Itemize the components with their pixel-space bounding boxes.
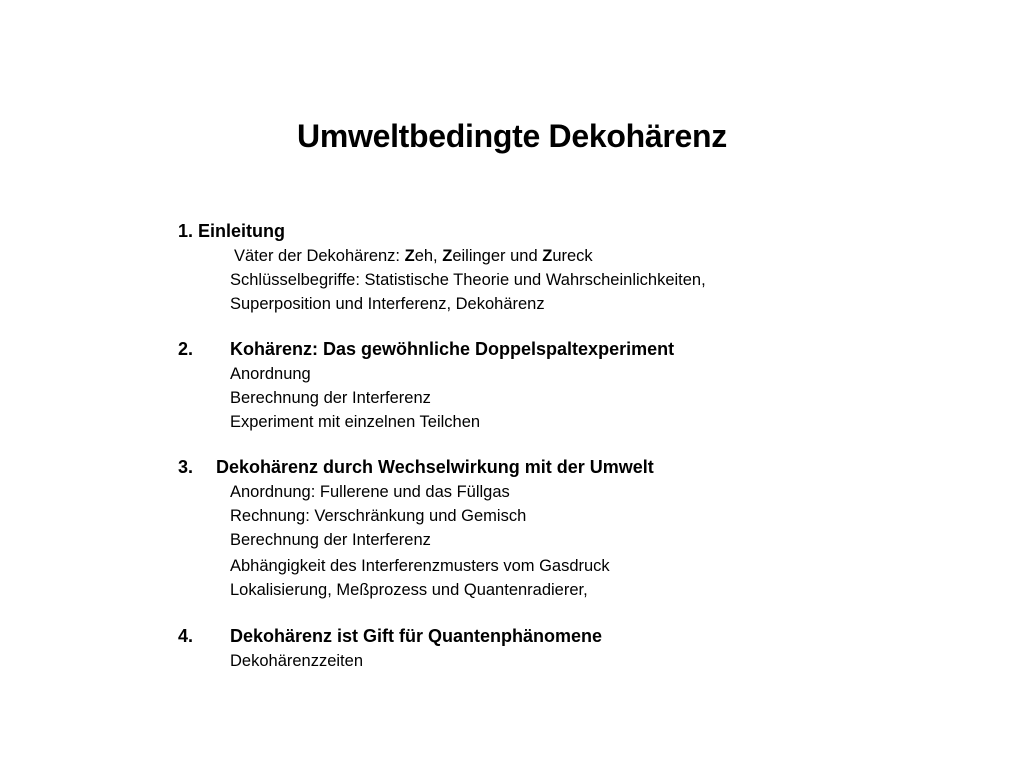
section-3-heading: Dekohärenz durch Wechselwirkung mit der Umwelt [216,457,654,477]
section-1-number: 1. [178,221,194,241]
section-1-heading [178,219,285,243]
section-4-item: Dekohärenzzeiten [230,652,363,670]
name-1-initial: Z [404,247,415,265]
section-3-number: 3. [178,457,194,477]
section-4-heading: Dekohärenz ist Gift für Quantenphänomene [230,626,603,646]
section-2-item: Berechnung der Interferenz [230,389,431,407]
name-1-rest: eh, [414,247,443,265]
name-3-initial: Z [542,247,553,265]
section-2-number: 2. [178,339,194,359]
section-3-item: Anordnung: Fullerene und das Füllgas [230,483,510,501]
section-1-fathers-line [234,245,593,267]
section-3-item: Berechnung der Interferenz [230,531,431,549]
section-1-item: Superposition und Interferenz, Dekohärenz [230,295,545,313]
section-1-title: Einleitung [198,221,286,241]
section-2-item: Experiment mit einzelnen Teilchen [230,413,481,431]
name-2-initial: Z [442,247,453,265]
section-3-item: Rechnung: Verschränkung und Gemisch [230,507,527,525]
section-1-item: Schlüsselbegriffe: Statistische Theorie und Wahrscheinlichkeiten, [230,271,706,289]
name-2-rest: eilinger und [452,247,543,265]
section-3-item: Lokalisierung, Meßprozess und Quantenradierer, [230,581,588,599]
section-4-number: 4. [178,626,194,646]
section-3-item: Abhängigkeit des Interferenzmusters vom Gasdruck [230,557,610,575]
slide-title: Umweltbedingte Dekohärenz [297,118,727,154]
fathers-prefix: Väter der Dekohärenz: [234,247,405,265]
section-2-heading: Kohärenz: Das gewöhnliche Doppelspaltexperiment [230,339,675,359]
name-3-rest: ureck [552,247,593,265]
section-2-item: Anordnung [230,365,311,383]
